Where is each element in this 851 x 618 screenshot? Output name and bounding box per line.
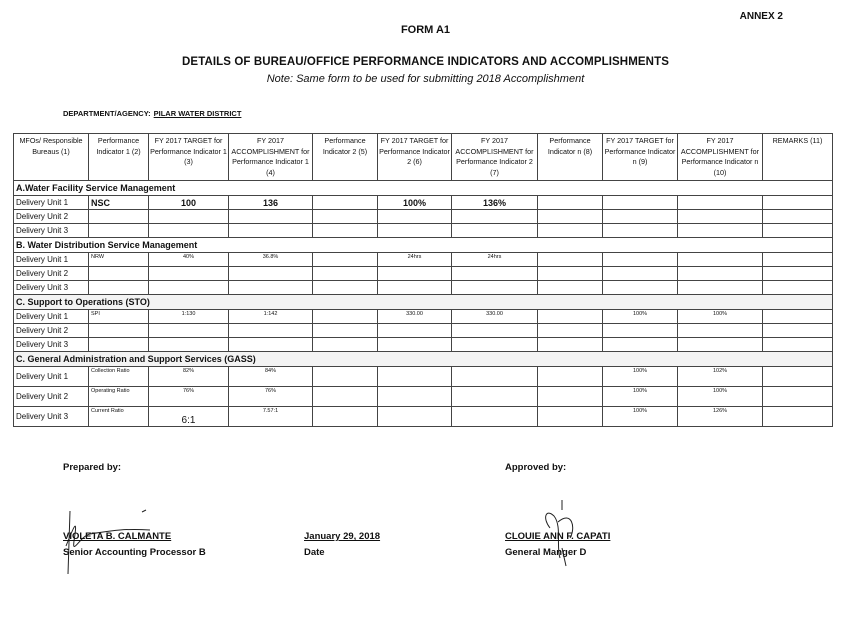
header-accomplishment-2: FY 2017 ACCOMPLISHMENT for Performance Indicator 2 (7): [452, 134, 538, 181]
table-cell: [149, 267, 229, 281]
table-cell: [149, 338, 229, 352]
table-cell: 136%: [452, 196, 538, 210]
table-row: [14, 224, 833, 238]
table-cell: 6:1: [149, 407, 229, 427]
table-cell: [603, 253, 678, 267]
table-row: [14, 387, 833, 407]
table-cell: [313, 407, 378, 427]
header-indicator-1: Performance Indicator 1 (2): [89, 134, 149, 181]
form-title: FORM A1: [400, 24, 451, 36]
table-row: [14, 281, 833, 295]
table-cell: [313, 253, 378, 267]
section-row: [14, 295, 833, 310]
table-cell: [538, 281, 603, 295]
table-cell: 330.00: [452, 310, 538, 324]
table-cell: 1:142: [229, 310, 313, 324]
table-cell: [763, 310, 833, 324]
header-target-2: FY 2017 TARGET for Performance Indicator 2 (6): [378, 134, 452, 181]
table-cell: [378, 267, 452, 281]
section-title: B. Water Distribution Service Management: [14, 238, 833, 253]
table-cell: [678, 196, 763, 210]
table-cell: 100: [149, 196, 229, 210]
approver-role: General Manger D: [505, 547, 587, 558]
header-indicator-n: Performance Indicator n (8): [538, 134, 603, 181]
table-cell: [452, 210, 538, 224]
table-row: [14, 210, 833, 224]
table-cell: [603, 196, 678, 210]
header-target-1: FY 2017 TARGET for Performance Indicator 1 (3): [149, 134, 229, 181]
table-cell: [538, 224, 603, 238]
table-cell: [603, 210, 678, 224]
table-cell: [603, 338, 678, 352]
table-cell: [313, 224, 378, 238]
table-cell: [378, 387, 452, 407]
delivery-unit-cell: Delivery Unit 1: [14, 310, 89, 324]
table-cell: NRW: [89, 253, 149, 267]
table-cell: 24hrs: [378, 253, 452, 267]
table-cell: [763, 210, 833, 224]
delivery-unit-cell: Delivery Unit 1: [14, 196, 89, 210]
table-cell: [229, 210, 313, 224]
date-value: January 29, 2018: [304, 531, 381, 542]
table-cell: [763, 267, 833, 281]
section-row: [14, 181, 833, 196]
department-value: PILAR WATER DISTRICT: [153, 109, 242, 118]
table-cell: [538, 324, 603, 338]
table-cell: [378, 281, 452, 295]
header-accomplishment-n: FY 2017 ACCOMPLISHMENT for Performance Indicator n (10): [678, 134, 763, 181]
table-cell: [452, 338, 538, 352]
table-cell: [313, 387, 378, 407]
table-row: [14, 407, 833, 427]
preparer-name: VIOLETA B. CALMANTE: [63, 531, 172, 542]
approver-name: CLOUIE ANN F. CAPATI: [505, 531, 611, 542]
table-cell: 40%: [149, 253, 229, 267]
department-label: DEPARTMENT/AGENCY:: [63, 109, 151, 118]
table-cell: SPI: [89, 310, 149, 324]
table-cell: [452, 387, 538, 407]
table-cell: [603, 224, 678, 238]
table-cell: [89, 210, 149, 224]
table-cell: [229, 338, 313, 352]
table-cell: [313, 281, 378, 295]
table-cell: [538, 407, 603, 427]
annex-label: ANNEX 2: [739, 11, 783, 22]
table-cell: [538, 387, 603, 407]
table-cell: [452, 367, 538, 387]
table-cell: 330.00: [378, 310, 452, 324]
table-cell: 100%: [603, 407, 678, 427]
table-cell: 100%: [603, 387, 678, 407]
table-cell: [378, 224, 452, 238]
table-cell: [452, 407, 538, 427]
table-cell: [229, 281, 313, 295]
table-cell: [89, 224, 149, 238]
table-cell: [678, 253, 763, 267]
table-cell: 102%: [678, 367, 763, 387]
prepared-by-label: Prepared by:: [63, 462, 122, 473]
table-cell: [149, 324, 229, 338]
table-cell: Operating Ratio: [89, 387, 149, 407]
table-cell: 136: [229, 196, 313, 210]
table-cell: [603, 281, 678, 295]
document-title: DETAILS OF BUREAU/OFFICE PERFORMANCE INDICATORS AND ACCOMPLISHMENTS: [182, 56, 669, 68]
department-line: [63, 109, 241, 118]
table-row: [14, 196, 833, 210]
table-row: [14, 253, 833, 267]
section-title: C. Support to Operations (STO): [14, 295, 833, 310]
table-cell: [149, 281, 229, 295]
header-indicator-2: Performance Indicator 2 (5): [313, 134, 378, 181]
table-cell: [452, 324, 538, 338]
table-cell: [89, 267, 149, 281]
header-target-n: FY 2017 TARGET for Performance Indicator n (9): [603, 134, 678, 181]
delivery-unit-cell: Delivery Unit 3: [14, 407, 89, 427]
table-cell: Current Ratio: [89, 407, 149, 427]
header-remarks: REMARKS (11): [763, 134, 833, 181]
table-cell: [378, 338, 452, 352]
table-cell: [603, 267, 678, 281]
table-cell: [538, 253, 603, 267]
table-cell: [538, 367, 603, 387]
table-cell: [229, 324, 313, 338]
delivery-unit-cell: Delivery Unit 2: [14, 387, 89, 407]
table-cell: [538, 210, 603, 224]
table-cell: 126%: [678, 407, 763, 427]
delivery-unit-cell: Delivery Unit 3: [14, 224, 89, 238]
section-row: [14, 352, 833, 367]
table-row: [14, 367, 833, 387]
delivery-unit-cell: Delivery Unit 3: [14, 338, 89, 352]
table-cell: [313, 196, 378, 210]
table-cell: 100%: [603, 367, 678, 387]
table-cell: Collection Ratio: [89, 367, 149, 387]
header-mfos: MFOs/ Responsible Bureaus (1): [14, 134, 89, 181]
delivery-unit-cell: Delivery Unit 2: [14, 210, 89, 224]
approved-by-label: Approved by:: [505, 462, 567, 473]
table-cell: [452, 267, 538, 281]
table-cell: [678, 267, 763, 281]
table-cell: [452, 281, 538, 295]
delivery-unit-cell: Delivery Unit 1: [14, 367, 89, 387]
table-cell: [538, 310, 603, 324]
table-cell: [763, 281, 833, 295]
table-cell: [149, 210, 229, 224]
table-cell: 100%: [603, 310, 678, 324]
table-cell: [678, 224, 763, 238]
table-cell: [378, 407, 452, 427]
table-cell: [603, 324, 678, 338]
table-cell: 100%: [678, 387, 763, 407]
table-cell: 100%: [378, 196, 452, 210]
table-cell: 1:130: [149, 310, 229, 324]
table-body: [14, 181, 833, 427]
delivery-unit-cell: Delivery Unit 3: [14, 281, 89, 295]
table-cell: [229, 224, 313, 238]
section-title: C. General Administration and Support Services (GASS): [14, 352, 833, 367]
table-row: [14, 324, 833, 338]
table-cell: [452, 224, 538, 238]
table-row: [14, 310, 833, 324]
header-accomplishment-1: FY 2017 ACCOMPLISHMENT for Performance Indicator 1 (4): [229, 134, 313, 181]
table-cell: 84%: [229, 367, 313, 387]
table-cell: [89, 281, 149, 295]
table-cell: 100%: [678, 310, 763, 324]
performance-table: [13, 133, 833, 427]
table-cell: 36.8%: [229, 253, 313, 267]
table-cell: [763, 407, 833, 427]
delivery-unit-cell: Delivery Unit 2: [14, 267, 89, 281]
table-cell: [763, 196, 833, 210]
table-cell: [678, 210, 763, 224]
table-row: [14, 338, 833, 352]
delivery-unit-cell: Delivery Unit 2: [14, 324, 89, 338]
table-cell: [538, 267, 603, 281]
table-row: [14, 267, 833, 281]
table-cell: [763, 367, 833, 387]
table-cell: [678, 324, 763, 338]
table-cell: 76%: [149, 387, 229, 407]
table-cell: [378, 210, 452, 224]
table-cell: [763, 253, 833, 267]
delivery-unit-cell: Delivery Unit 1: [14, 253, 89, 267]
table-cell: [763, 338, 833, 352]
table-cell: [313, 324, 378, 338]
table-cell: [313, 310, 378, 324]
table-cell: [313, 367, 378, 387]
table-cell: NSC: [89, 196, 149, 210]
table-cell: 7.57:1: [229, 407, 313, 427]
section-title: A.Water Facility Service Management: [14, 181, 833, 196]
table-cell: 82%: [149, 367, 229, 387]
table-cell: [313, 210, 378, 224]
table-cell: [763, 224, 833, 238]
section-row: [14, 238, 833, 253]
table-cell: [313, 267, 378, 281]
table-cell: 76%: [229, 387, 313, 407]
submission-note: Note: Same form to be used for submitting 2018 Accomplishment: [266, 73, 585, 85]
table-cell: [149, 224, 229, 238]
table-cell: [538, 196, 603, 210]
table-cell: [763, 387, 833, 407]
table-cell: [229, 267, 313, 281]
table-cell: [678, 281, 763, 295]
table-cell: [378, 367, 452, 387]
preparer-role: Senior Accounting Processor B: [63, 547, 206, 558]
table-cell: [678, 338, 763, 352]
table-cell: [763, 324, 833, 338]
date-label: Date: [304, 547, 325, 558]
table-cell: [89, 338, 149, 352]
table-cell: [313, 338, 378, 352]
table-cell: [89, 324, 149, 338]
table-header-row: [14, 134, 833, 181]
table-cell: 24hrs: [452, 253, 538, 267]
table-cell: [538, 338, 603, 352]
table-cell: [378, 324, 452, 338]
